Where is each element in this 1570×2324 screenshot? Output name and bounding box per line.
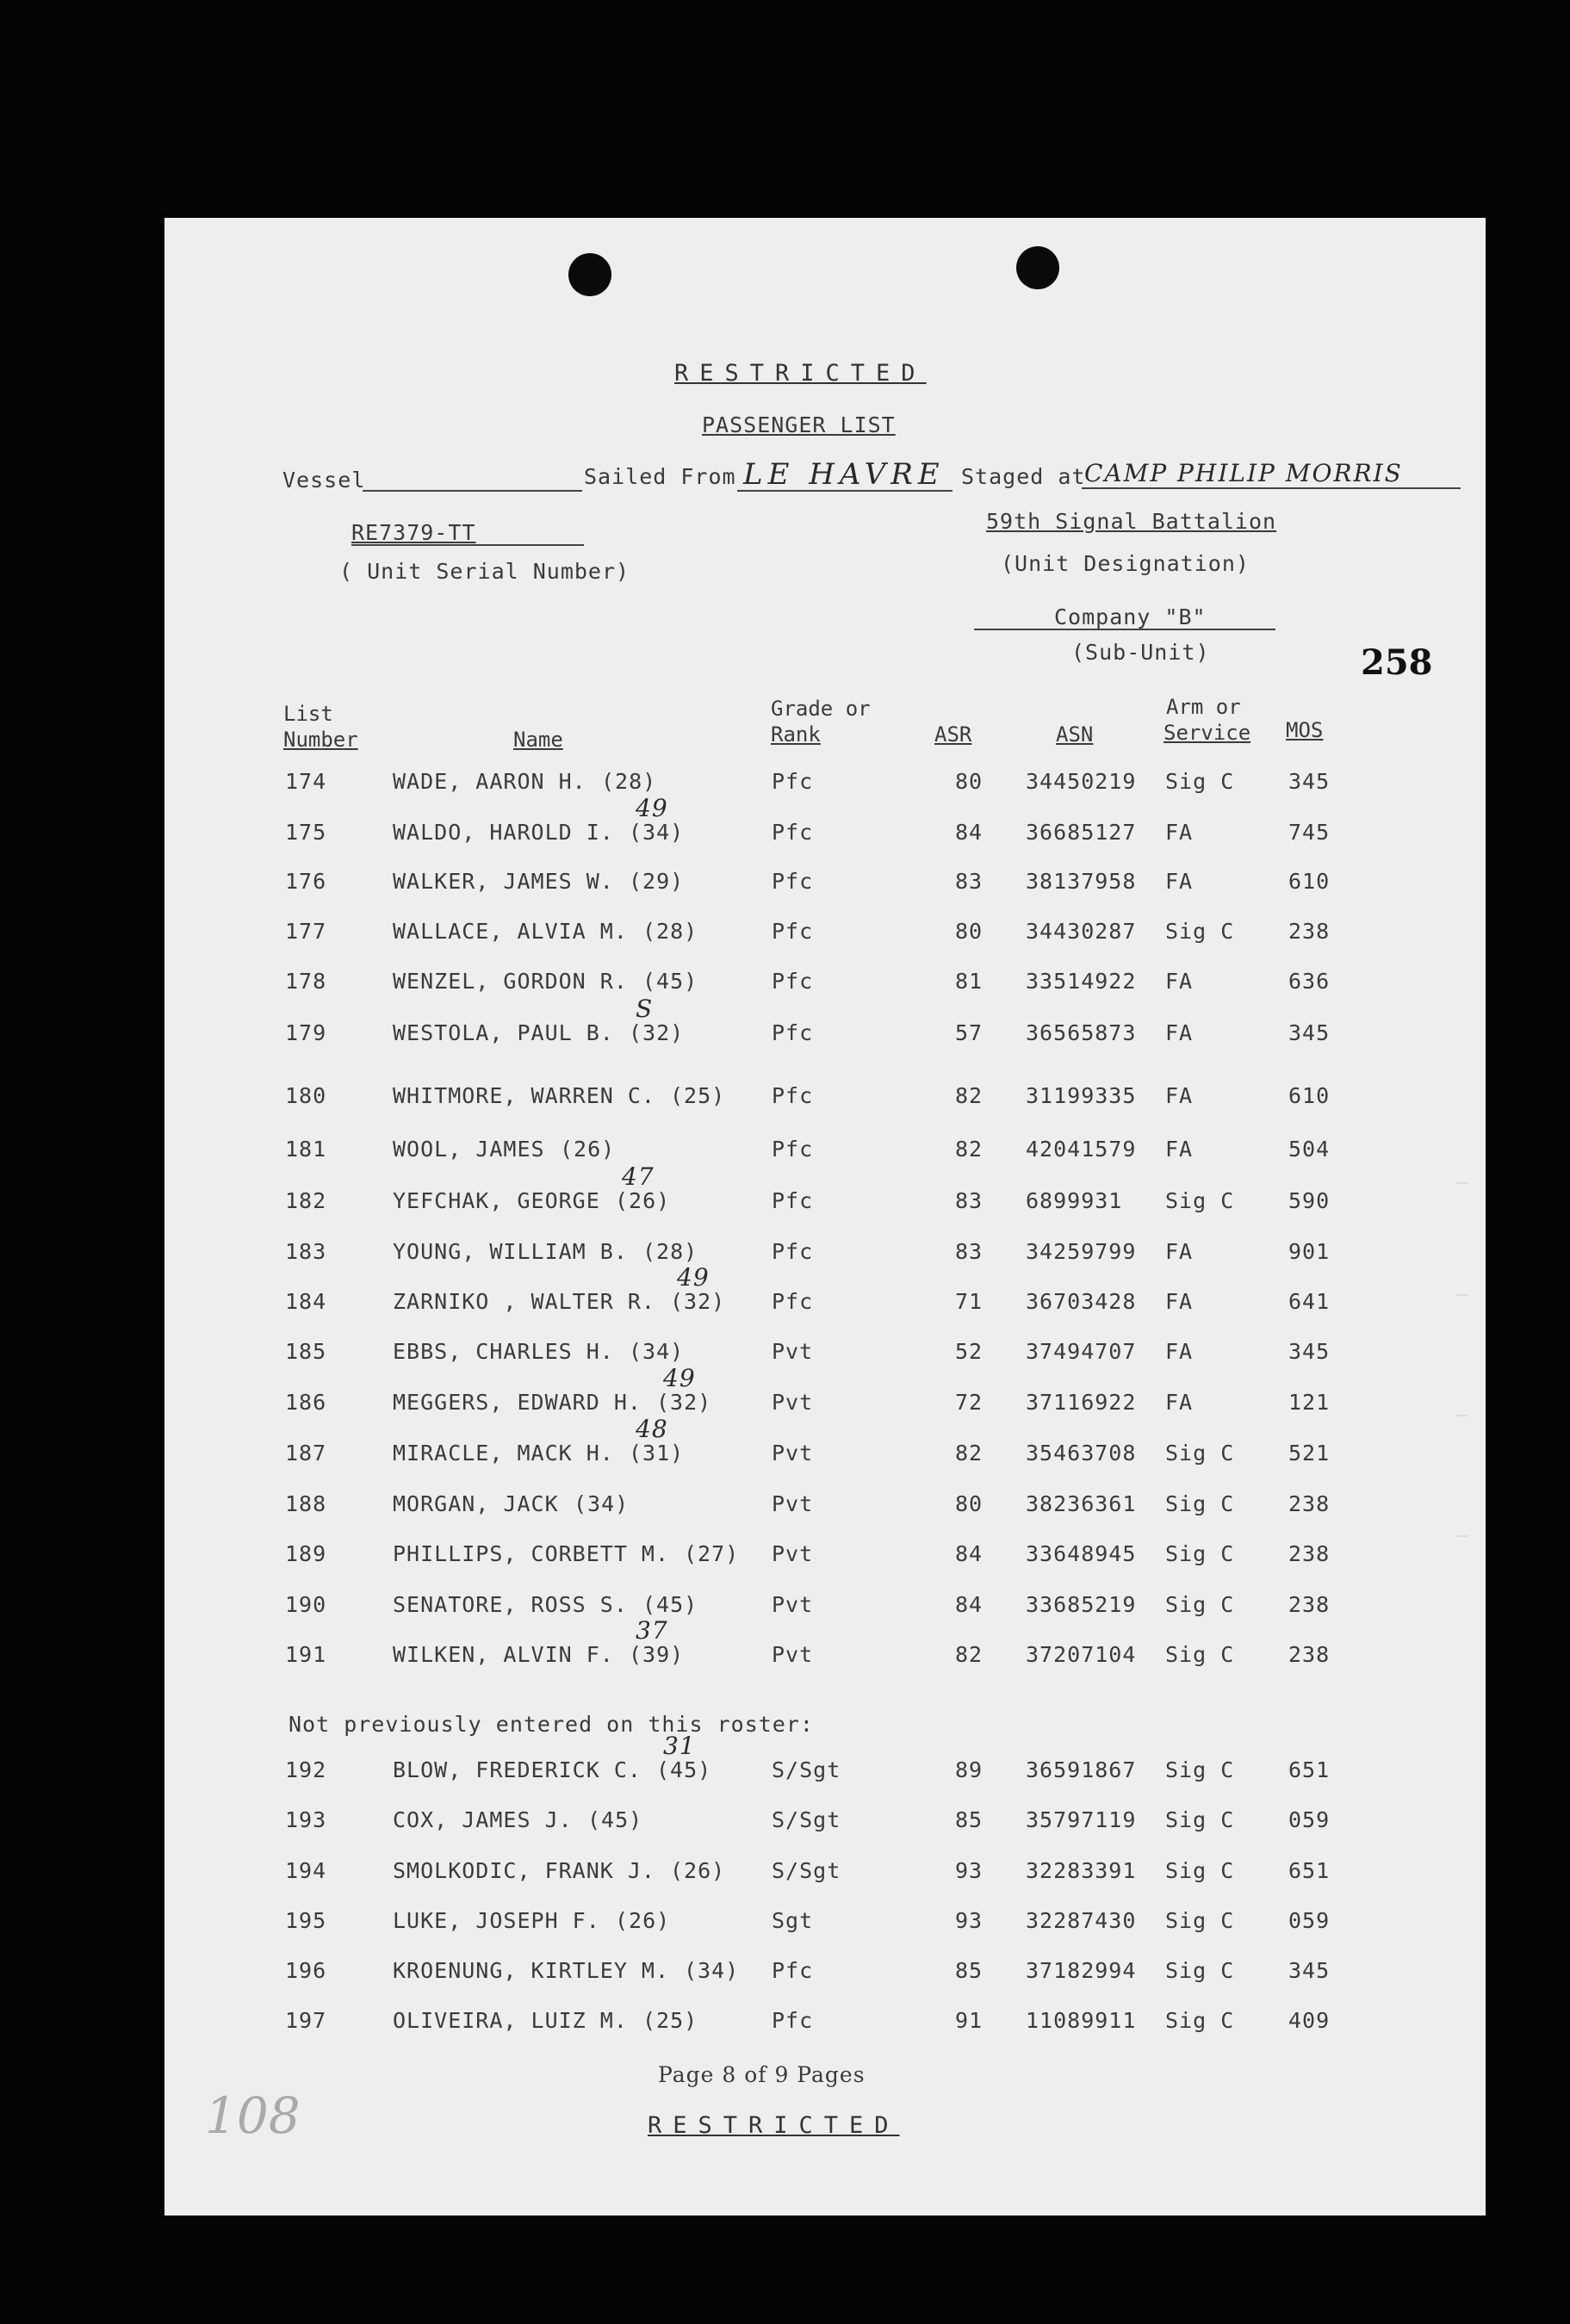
table-row	[164, 919, 1486, 953]
asn: 35797119	[1026, 1807, 1137, 1832]
asn: 32283391	[1026, 1858, 1137, 1883]
table-row	[164, 1732, 1486, 1792]
handwritten-annotation: 31	[663, 1732, 696, 1760]
list-number: 189	[285, 1541, 327, 1566]
asr: 82	[955, 1441, 984, 1466]
arm-service: FA	[1165, 820, 1194, 845]
grade: Pfc	[772, 1137, 814, 1162]
asn: 36703428	[1026, 1289, 1137, 1314]
table-row	[164, 995, 1486, 1055]
asr: 84	[955, 1592, 984, 1617]
list-number: 182	[285, 1188, 327, 1213]
list-number: 180	[285, 1083, 327, 1108]
list-number: 191	[285, 1642, 327, 1667]
asn: 36685127	[1026, 820, 1137, 845]
passenger-age: (32)	[629, 1020, 685, 1045]
passenger-age: (45)	[642, 1592, 698, 1617]
arm-service: Sig C	[1165, 1807, 1235, 1832]
asn: 34259799	[1026, 1239, 1137, 1264]
list-number: 187	[285, 1441, 327, 1466]
asn: 35463708	[1026, 1441, 1137, 1466]
table-row	[164, 1858, 1486, 1893]
passenger-name: COX, JAMES J.	[393, 1807, 573, 1832]
passenger-age: (34)	[629, 820, 685, 845]
arm-service: Sig C	[1165, 1592, 1235, 1617]
grade: Pfc	[772, 1239, 814, 1264]
margin-tick	[1456, 1535, 1468, 1537]
asr: 84	[955, 1541, 984, 1566]
arm-service: Sig C	[1165, 1491, 1235, 1516]
handwritten-annotation: 49	[663, 1364, 696, 1392]
passenger-name: KROENUNG, KIRTLEY M.	[393, 1958, 670, 1983]
passenger-name: MEGGERS, EDWARD H.	[393, 1390, 642, 1415]
grade: Sgt	[772, 1908, 814, 1933]
sub-unit: Company "B"	[1054, 604, 1207, 629]
passenger-name: BLOW, FREDERICK C.	[393, 1757, 642, 1782]
list-number: 196	[285, 1958, 327, 1983]
asr: 89	[955, 1757, 984, 1782]
asn: 38236361	[1026, 1491, 1137, 1516]
passenger-age: (26)	[560, 1137, 616, 1162]
col-list-number	[283, 701, 358, 753]
list-number: 188	[285, 1491, 327, 1516]
asr: 80	[955, 1491, 984, 1516]
passenger-age: (25)	[642, 2008, 698, 2033]
list-number: 184	[285, 1289, 327, 1314]
passenger-name: LUKE, JOSEPH F.	[393, 1908, 600, 1933]
passenger-age: (45)	[642, 969, 698, 994]
mos: 238	[1288, 919, 1331, 944]
mos: 238	[1288, 1541, 1331, 1566]
table-row	[164, 1339, 1486, 1373]
passenger-age: (32)	[656, 1390, 712, 1415]
unit-designation-caption: (Unit Designation)	[1001, 551, 1250, 576]
restricted-footer: RESTRICTED	[648, 2112, 900, 2139]
handwritten-page-number: 108	[205, 2086, 301, 2145]
asn: 33514922	[1026, 969, 1137, 994]
col-asn: ASN	[1056, 722, 1094, 747]
passenger-age: (28)	[601, 769, 657, 794]
asn: 31199335	[1026, 1083, 1137, 1108]
mos: 651	[1288, 1858, 1331, 1883]
grade: S/Sgt	[772, 1757, 841, 1782]
arm-service: Sig C	[1165, 1757, 1235, 1782]
arm-service: FA	[1165, 1289, 1194, 1314]
asn: 11089911	[1026, 2008, 1137, 2033]
list-number: 178	[285, 969, 327, 994]
table-row	[164, 1592, 1486, 1627]
table-row	[164, 1137, 1486, 1171]
passenger-age: (25)	[670, 1083, 726, 1108]
list-number: 192	[285, 1757, 327, 1782]
asr: 84	[955, 820, 984, 845]
table-row	[164, 794, 1486, 854]
col-grade-line1: Grade or	[771, 697, 871, 721]
grade: Pfc	[772, 2008, 814, 2033]
table-row	[164, 1415, 1486, 1475]
passenger-name: WILKEN, ALVIN F.	[393, 1642, 614, 1667]
list-number: 194	[285, 1858, 327, 1883]
arm-service: Sig C	[1165, 1642, 1235, 1667]
asr: 80	[955, 919, 984, 944]
passenger-name: WESTOLA, PAUL B.	[393, 1020, 614, 1045]
passenger-name: WALDO, HAROLD I.	[393, 820, 614, 845]
arm-service: FA	[1165, 869, 1194, 894]
passenger-name: MIRACLE, MACK H.	[393, 1441, 614, 1466]
passenger-name: YOUNG, WILLIAM B.	[393, 1239, 628, 1264]
table-row	[164, 1491, 1486, 1526]
passenger-age: (26)	[670, 1858, 726, 1883]
document-page	[164, 218, 1486, 2216]
arm-service: Sig C	[1165, 1908, 1235, 1933]
passenger-age: (32)	[670, 1289, 726, 1314]
stamp-number: 258	[1361, 642, 1433, 683]
arm-service: Sig C	[1165, 1858, 1235, 1883]
mos: 409	[1288, 2008, 1331, 2033]
table-row	[164, 1083, 1486, 1118]
roster-note: Not previously entered on this roster:	[289, 1712, 814, 1737]
grade: Pvt	[772, 1441, 814, 1466]
arm-service: Sig C	[1165, 919, 1235, 944]
passenger-age: (45)	[656, 1757, 712, 1782]
passenger-age: (28)	[642, 919, 698, 944]
table-row	[164, 1239, 1486, 1274]
asn: 38137958	[1026, 869, 1137, 894]
handwritten-annotation: 37	[636, 1616, 668, 1645]
asr: 71	[955, 1289, 984, 1314]
list-number: 177	[285, 919, 327, 944]
mos: 345	[1288, 769, 1331, 794]
grade: Pfc	[772, 769, 814, 794]
mos: 641	[1288, 1289, 1331, 1314]
margin-tick	[1456, 1415, 1468, 1416]
handwritten-annotation: 49	[677, 1263, 710, 1292]
list-number: 183	[285, 1239, 327, 1264]
table-row	[164, 969, 1486, 1003]
arm-service: FA	[1165, 1239, 1194, 1264]
sub-unit-blank	[974, 629, 1275, 630]
mos: 345	[1288, 1339, 1331, 1364]
mos: 610	[1288, 869, 1331, 894]
handwritten-annotation: 48	[636, 1415, 668, 1443]
grade: Pvt	[772, 1339, 814, 1364]
arm-service: Sig C	[1165, 1541, 1235, 1566]
grade: S/Sgt	[772, 1858, 841, 1883]
passenger-name: SMOLKODIC, FRANK J.	[393, 1858, 655, 1883]
passenger-age: (29)	[629, 869, 685, 894]
asr: 81	[955, 969, 984, 994]
asn: 33648945	[1026, 1541, 1137, 1566]
punch-hole-right	[1016, 246, 1059, 289]
mos: 901	[1288, 1239, 1331, 1264]
asr: 82	[955, 1642, 984, 1667]
table-row	[164, 1616, 1486, 1676]
asn: 6899931	[1026, 1188, 1123, 1213]
asr: 93	[955, 1908, 984, 1933]
list-number: 197	[285, 2008, 327, 2033]
mos: 610	[1288, 1083, 1331, 1108]
table-row	[164, 1908, 1486, 1943]
unit-serial-blank	[351, 544, 584, 546]
asn: 34450219	[1026, 769, 1137, 794]
arm-service: Sig C	[1165, 1188, 1235, 1213]
restricted-header: RESTRICTED	[674, 360, 927, 387]
grade: Pfc	[772, 919, 814, 944]
table-row	[164, 1807, 1486, 1842]
asn: 32287430	[1026, 1908, 1137, 1933]
handwritten-annotation: S	[636, 995, 654, 1023]
asr: 52	[955, 1339, 984, 1364]
passenger-age: (34)	[574, 1491, 630, 1516]
list-number: 176	[285, 869, 327, 894]
mos: 590	[1288, 1188, 1331, 1213]
arm-service: FA	[1165, 1137, 1194, 1162]
asn: 37494707	[1026, 1339, 1137, 1364]
arm-service: Sig C	[1165, 1958, 1235, 1983]
sailed-from-value: LE HAVRE	[743, 457, 945, 492]
mos: 238	[1288, 1642, 1331, 1667]
arm-service: Sig C	[1165, 769, 1235, 794]
table-row	[164, 1541, 1486, 1576]
passenger-name: WADE, AARON H.	[393, 769, 586, 794]
asn: 34430287	[1026, 919, 1137, 944]
grade: Pvt	[772, 1491, 814, 1516]
col-grade-line2: Rank	[771, 722, 821, 747]
asr: 57	[955, 1020, 984, 1045]
grade: Pfc	[772, 1958, 814, 1983]
arm-service: Sig C	[1165, 1441, 1235, 1466]
list-number: 175	[285, 820, 327, 845]
passenger-name: WENZEL, GORDON R.	[393, 969, 628, 994]
passenger-name: YEFCHAK, GEORGE	[393, 1188, 600, 1213]
grade: Pfc	[772, 820, 814, 845]
table-row	[164, 1162, 1486, 1223]
asr: 82	[955, 1083, 984, 1108]
passenger-age: (31)	[629, 1441, 685, 1466]
mos: 059	[1288, 1908, 1331, 1933]
passenger-age: (45)	[587, 1807, 643, 1832]
page-number: Page 8 of 9 Pages	[658, 2062, 866, 2087]
mos: 238	[1288, 1592, 1331, 1617]
passenger-name: EBBS, CHARLES H.	[393, 1339, 614, 1364]
grade: Pfc	[772, 1020, 814, 1045]
grade: Pvt	[772, 1642, 814, 1667]
col-name: Name	[513, 728, 563, 752]
vessel-blank	[363, 490, 582, 492]
passenger-name: WHITMORE, WARREN C.	[393, 1083, 655, 1108]
table-row	[164, 769, 1486, 803]
table-row	[164, 869, 1486, 903]
passenger-name: WOOL, JAMES	[393, 1137, 545, 1162]
asr: 91	[955, 2008, 984, 2033]
grade: Pfc	[772, 1289, 814, 1314]
asn: 37207104	[1026, 1642, 1137, 1667]
mos: 238	[1288, 1491, 1331, 1516]
grade: Pvt	[772, 1592, 814, 1617]
grade: Pfc	[772, 1083, 814, 1108]
table-row	[164, 1263, 1486, 1323]
grade: S/Sgt	[772, 1807, 841, 1832]
mos: 345	[1288, 1020, 1331, 1045]
asr: 85	[955, 1958, 984, 1983]
col-grade	[771, 696, 871, 747]
sailed-from-label: Sailed From	[584, 464, 736, 489]
list-number: 190	[285, 1592, 327, 1617]
margin-tick	[1456, 1182, 1468, 1184]
handwritten-annotation: 49	[636, 794, 668, 822]
list-number: 181	[285, 1137, 327, 1162]
asr: 85	[955, 1807, 984, 1832]
mos: 059	[1288, 1807, 1331, 1832]
vessel-label: Vessel	[282, 468, 366, 493]
list-number: 193	[285, 1807, 327, 1832]
table-row	[164, 1958, 1486, 1992]
staged-at-value: CAMP PHILIP MORRIS	[1084, 459, 1403, 487]
asn: 33685219	[1026, 1592, 1137, 1617]
col-list-number-line2: Number	[283, 728, 358, 752]
unit-serial-caption: ( Unit Serial Number)	[339, 559, 630, 584]
margin-tick	[1456, 1294, 1468, 1296]
passenger-age: (34)	[684, 1958, 740, 1983]
list-number: 185	[285, 1339, 327, 1364]
asn: 36591867	[1026, 1757, 1137, 1782]
asn: 37182994	[1026, 1958, 1137, 1983]
passenger-age: (28)	[642, 1239, 698, 1264]
col-mos: MOS	[1286, 718, 1324, 742]
passenger-name: WALKER, JAMES W.	[393, 869, 614, 894]
passenger-name: OLIVEIRA, LUIZ M.	[393, 2008, 628, 2033]
table-row	[164, 2008, 1486, 2042]
passenger-age: (34)	[629, 1339, 685, 1364]
col-asr: ASR	[934, 722, 972, 747]
col-arm-line1: Arm or	[1166, 695, 1241, 719]
mos: 636	[1288, 969, 1331, 994]
arm-service: FA	[1165, 969, 1194, 994]
list-number: 174	[285, 769, 327, 794]
arm-service: FA	[1165, 1390, 1194, 1415]
asn: 37116922	[1026, 1390, 1137, 1415]
document-title: PASSENGER LIST	[702, 412, 896, 437]
arm-service: Sig C	[1165, 2008, 1235, 2033]
sailed-blank	[737, 490, 953, 492]
table-row	[164, 1364, 1486, 1424]
asr: 80	[955, 769, 984, 794]
mos: 121	[1288, 1390, 1331, 1415]
asr: 82	[955, 1137, 984, 1162]
asn: 42041579	[1026, 1137, 1137, 1162]
passenger-name: ZARNIKO , WALTER R.	[393, 1289, 655, 1314]
unit-serial-number: RE7379-TT	[351, 520, 476, 545]
sub-unit-caption: (Sub-Unit)	[1071, 640, 1210, 665]
arm-service: FA	[1165, 1020, 1194, 1045]
col-arm-line2: Service	[1164, 721, 1251, 745]
asr: 83	[955, 1188, 984, 1213]
col-arm-service	[1164, 694, 1250, 746]
arm-service: FA	[1165, 1083, 1194, 1108]
passenger-name: PHILLIPS, CORBETT M.	[393, 1541, 670, 1566]
list-number: 186	[285, 1390, 327, 1415]
mos: 651	[1288, 1757, 1331, 1782]
grade: Pfc	[772, 1188, 814, 1213]
asr: 93	[955, 1858, 984, 1883]
mos: 521	[1288, 1441, 1331, 1466]
passenger-age: (26)	[615, 1188, 671, 1213]
handwritten-annotation: 47	[622, 1162, 655, 1191]
passenger-age: (27)	[684, 1541, 740, 1566]
passenger-age: (26)	[615, 1908, 671, 1933]
asr: 72	[955, 1390, 984, 1415]
mos: 345	[1288, 1958, 1331, 1983]
asr: 83	[955, 869, 984, 894]
punch-hole-left	[568, 253, 611, 296]
asn: 36565873	[1026, 1020, 1137, 1045]
mos: 504	[1288, 1137, 1331, 1162]
grade: Pvt	[772, 1541, 814, 1566]
grade: Pfc	[772, 969, 814, 994]
passenger-name: SENATORE, ROSS S.	[393, 1592, 628, 1617]
asr: 83	[955, 1239, 984, 1264]
staged-blank	[1082, 487, 1461, 489]
arm-service: FA	[1165, 1339, 1194, 1364]
col-list-number-line1: List	[283, 702, 333, 726]
unit-designation: 59th Signal Battalion	[986, 509, 1277, 534]
passenger-name: MORGAN, JACK	[393, 1491, 559, 1516]
list-number: 195	[285, 1908, 327, 1933]
staged-at-label: Staged at	[961, 464, 1086, 489]
grade: Pfc	[772, 869, 814, 894]
grade: Pvt	[772, 1390, 814, 1415]
passenger-name: WALLACE, ALVIA M.	[393, 919, 628, 944]
passenger-age: (39)	[629, 1642, 685, 1667]
list-number: 179	[285, 1020, 327, 1045]
mos: 745	[1288, 820, 1331, 845]
